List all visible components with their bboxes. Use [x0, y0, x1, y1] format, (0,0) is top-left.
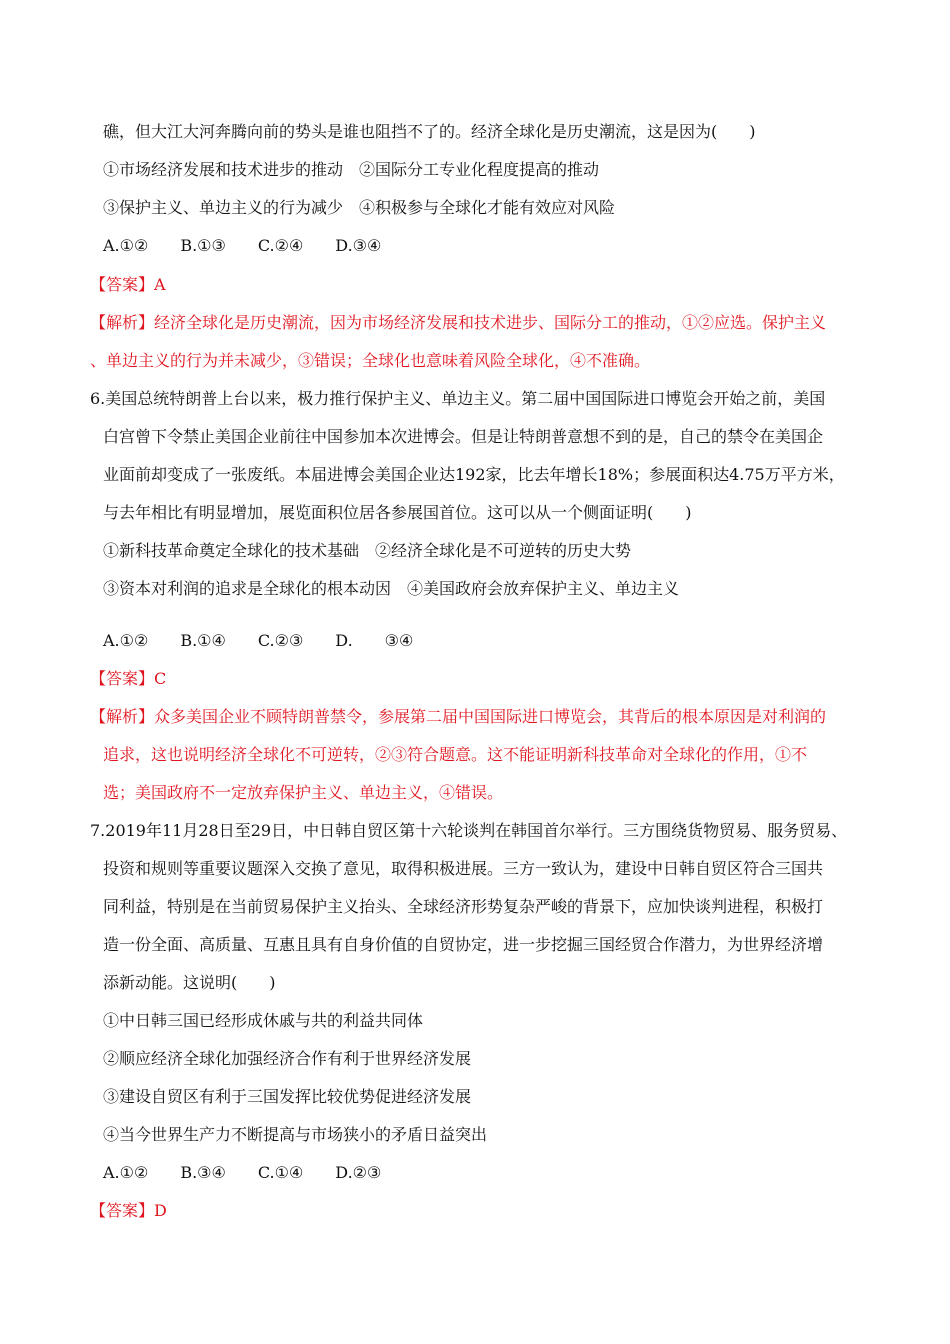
q6-choices: A.①② B.①④ C.②③ D. ③④ — [103, 631, 414, 650]
q7-answer — [90, 1200, 167, 1222]
q7-choices: A.①② B.③④ C.①④ D.②③ — [103, 1163, 382, 1182]
q5-options-1-2: ①市场经济发展和技术进步的推动 ②国际分工专业化程度提高的推动 — [103, 160, 600, 179]
q6-analysis-line-3: 选；美国政府不一定放弃保护主义、单边主义，④错误。 — [103, 783, 504, 802]
q6-options-1-2: ①新科技革命奠定全球化的技术基础 ②经济全球化是不可逆转的历史大势 — [103, 541, 632, 560]
answer-value: D — [154, 1201, 167, 1220]
analysis-tag: 【解析】 — [90, 313, 155, 332]
q5-options-3-4: ③保护主义、单边主义的行为减少 ④积极参与全球化才能有效应对风险 — [103, 198, 616, 217]
answer-tag: 【答案】 — [90, 1201, 155, 1220]
answer-tag: 【答案】 — [90, 669, 155, 688]
q7-stem-line-5: 添新动能。这说明( ) — [103, 973, 276, 992]
q6-stem-line-1: 6.美国总统特朗普上台以来，极力推行保护主义、单边主义。第二届中国国际进口博览会开始之前，美国 — [90, 389, 826, 408]
q5-stem: 礁，但大江大河奔腾向前的势头是谁也阻挡不了的。经济全球化是历史潮流，这是因为( ) — [103, 122, 756, 141]
q5-choices: A.①② B.①③ C.②④ D.③④ — [103, 236, 382, 255]
answer-value: A — [154, 275, 166, 294]
answer-value: C — [154, 669, 167, 688]
q7-option-4: ④当今世界生产力不断提高与市场狭小的矛盾日益突出 — [103, 1125, 488, 1144]
q5-analysis-line-1: 【解析】经济全球化是历史潮流，因为市场经济发展和技术进步、国际分工的推动，①②应选。保护主义 — [90, 313, 827, 332]
q7-stem-line-3: 同利益，特别是在当前贸易保护主义抬头、全球经济形势复杂严峻的背景下，应加快谈判进程，积极打 — [103, 897, 824, 916]
q7-stem-line-2: 投资和规则等重要议题深入交换了意见，取得积极进展。三方一致认为，建设中日韩自贸区符合三国共 — [103, 859, 824, 878]
answer-tag: 【答案】 — [90, 275, 155, 294]
q7-option-1: ①中日韩三国已经形成休戚与共的利益共同体 — [103, 1011, 424, 1030]
q7-stem-line-4: 造一份全面、高质量、互惠且具有自身价值的自贸协定，进一步挖掘三国经贸合作潜力，为世界经济增 — [103, 935, 824, 954]
q7-option-2: ②顺应经济全球化加强经济合作有利于世界经济发展 — [103, 1049, 472, 1068]
q6-analysis-line-1: 【解析】众多美国企业不顾特朗普禁令，参展第二届中国国际进口博览会，其背后的根本原因是对利润的 — [90, 707, 827, 726]
q5-analysis-line-2: 、单边主义的行为并未减少，③错误；全球化也意味着风险全球化，④不准确。 — [90, 351, 651, 370]
q7-stem-line-1: 7.2019年11月28日至29日，中日韩自贸区第十六轮谈判在韩国首尔举行。三方围绕货物贸易、服务贸易、 — [90, 821, 848, 840]
q6-stem-line-4: 与去年相比有明显增加，展览面积位居各参展国首位。这可以从一个侧面证明( ) — [103, 503, 692, 522]
q6-options-3-4: ③资本对利润的追求是全球化的根本动因 ④美国政府会放弃保护主义、单边主义 — [103, 579, 680, 598]
q7-option-3: ③建设自贸区有利于三国发挥比较优势促进经济发展 — [103, 1087, 472, 1106]
q6-stem-line-2: 白宫曾下令禁止美国企业前往中国参加本次进博会。但是让特朗普意想不到的是，自己的禁令在美国企 — [103, 427, 824, 446]
q6-analysis-line-2: 追求，这也说明经济全球化不可逆转，②③符合题意。这不能证明新科技革命对全球化的作用，①不 — [103, 745, 808, 764]
q5-answer — [90, 274, 166, 296]
q6-answer — [90, 668, 166, 690]
q6-stem-line-3: 业面前却变成了一张废纸。本届进博会美国企业达192家，比去年增长18%；参展面积达4.75万平方米， — [103, 465, 845, 484]
analysis-tag: 【解析】 — [90, 707, 155, 726]
